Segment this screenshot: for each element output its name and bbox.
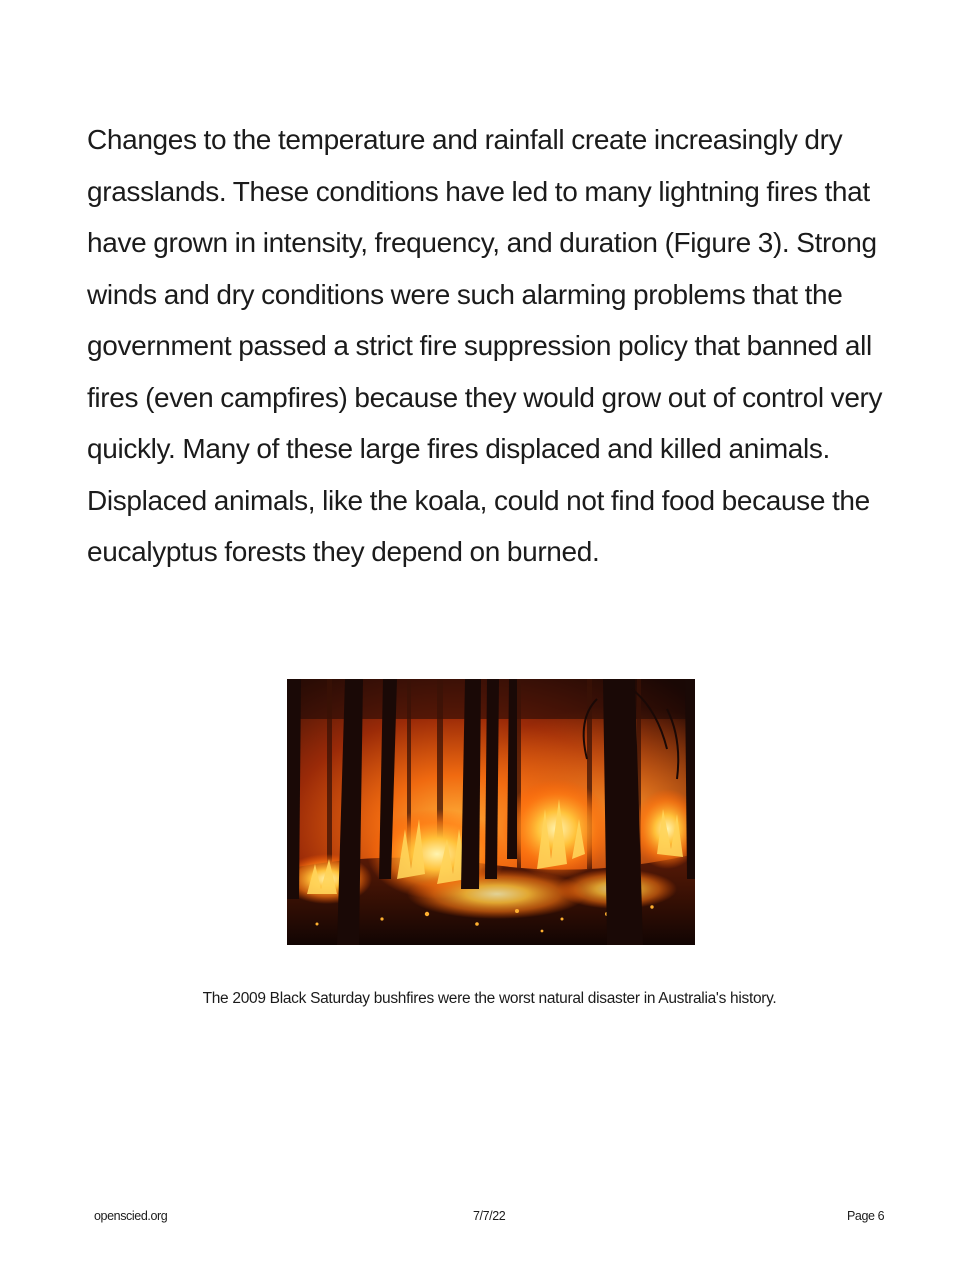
footer-page-number: Page 6 [847, 1209, 885, 1223]
figure-caption: The 2009 Black Saturday bushfires were the worst natural disaster in Australia's history. [202, 990, 777, 1007]
footer-date: 7/7/22 [473, 1209, 506, 1223]
bushfire-photo [287, 679, 695, 945]
footer-site: openscied.org [94, 1209, 168, 1223]
body-paragraph: Changes to the temperature and rainfall create increasingly dry grasslands. These conditions have led to many lightning fires that have grown in intensity, frequency, and duration (Figure 3). Strong winds and dry conditions were such alarming problems that the government passed a strict fire suppression policy that banned all fires (even campfires) because they would grow out of control very quickly. Many of these large fires displaced and killed animals. Displaced animals, like the koala, could not find food because the eucalyptus forests they depend on burned. [87, 124, 883, 567]
